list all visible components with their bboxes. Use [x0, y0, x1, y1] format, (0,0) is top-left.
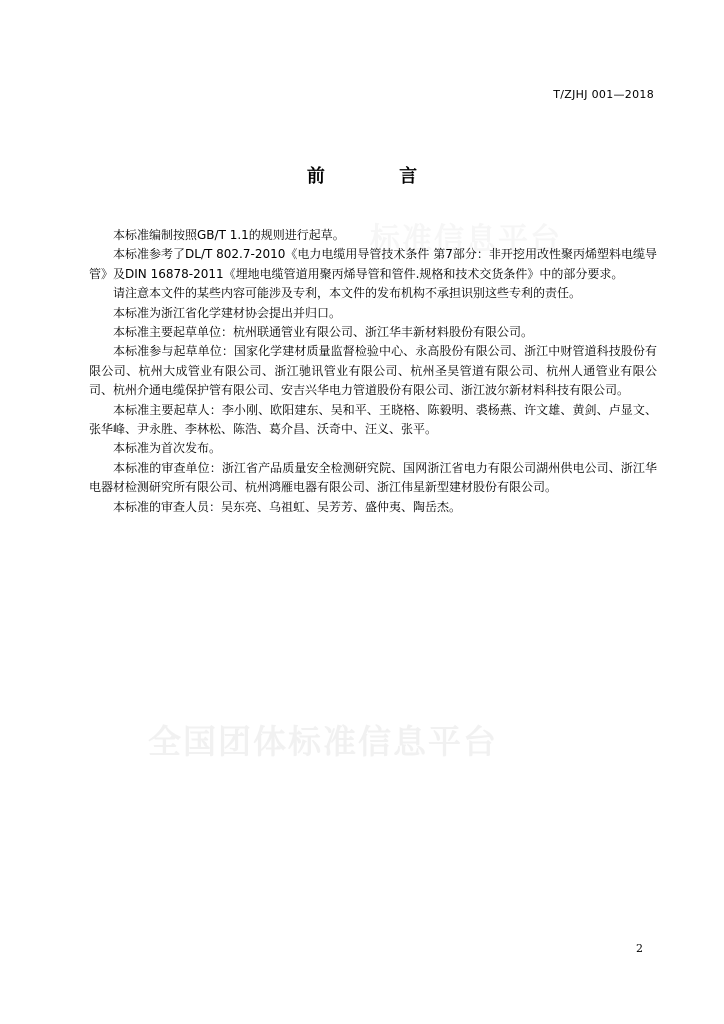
paragraph-main-drafters-units: 本标准主要起草单位：杭州联通管业有限公司、浙江华丰新材料股份有限公司。 [113, 325, 534, 340]
paragraph-proposer: 本标准为浙江省化学建材协会提出并归口。 [113, 305, 342, 320]
paragraph-participating-units: 本标准参与起草单位：国家化学建材质量监督检验中心、永高股份有限公司、浙江中财管道科技股份有限公司、杭州大成管业有限公司、浙江驰讯管业有限公司、杭州圣昊管道有限公司、杭州人通管业有限公司、杭州介通电缆保护管有限公司、安吉兴华电力管道股份有限公司、浙江波尔新材料科技有限公司。 [89, 344, 657, 398]
foreword-body [89, 226, 657, 517]
paragraph-first-release: 本标准为首次发布。 [113, 441, 222, 456]
paragraph-patent-notice: 请注意本文件的某些内容可能涉及专利，本文件的发布机构不承担识别这些专利的责任。 [113, 286, 582, 301]
paragraph-references: 本标准参考了DL/T 802.7-2010《电力电缆用导管技术条件 第7部分：非开挖用改性聚丙烯塑料电缆导管》及DIN 16878-2011《埋地电缆管道用聚丙烯导管和管件.规格和技术交货条件》中的部分要求。 [89, 247, 657, 281]
page-number: 2 [636, 942, 643, 955]
paragraph-reviewers: 本标准的审查人员：吴东亮、乌祖虹、吴芳芳、盛仲夷、陶岳杰。 [113, 499, 462, 514]
paragraph-drafting-rules: 本标准编制按照GB/T 1.1的规则进行起草。 [113, 228, 345, 242]
paragraph-review-units: 本标准的审查单位：浙江省产品质量安全检测研究院、国网浙江省电力有限公司湖州供电公司、浙江华电器材检测研究所有限公司、杭州鸿雁电器有限公司、浙江伟星新型建材股份有限公司。 [89, 460, 657, 495]
paragraph-main-drafters: 本标准主要起草人：李小刚、欧阳建东、吴和平、王晓格、陈毅明、裘杨燕、许文雄、黄剑、卢显文、张华峰、尹永胜、李林松、陈浩、葛介昌、沃奇中、汪义、张平。 [89, 402, 657, 437]
watermark-bottom: 全国团体标准信息平台 [148, 722, 498, 761]
section-title: 前 言 [306, 166, 452, 187]
document-code: T/ZJHJ 001—2018 [553, 88, 654, 101]
watermark-top: 标准信息平台 [370, 222, 562, 257]
